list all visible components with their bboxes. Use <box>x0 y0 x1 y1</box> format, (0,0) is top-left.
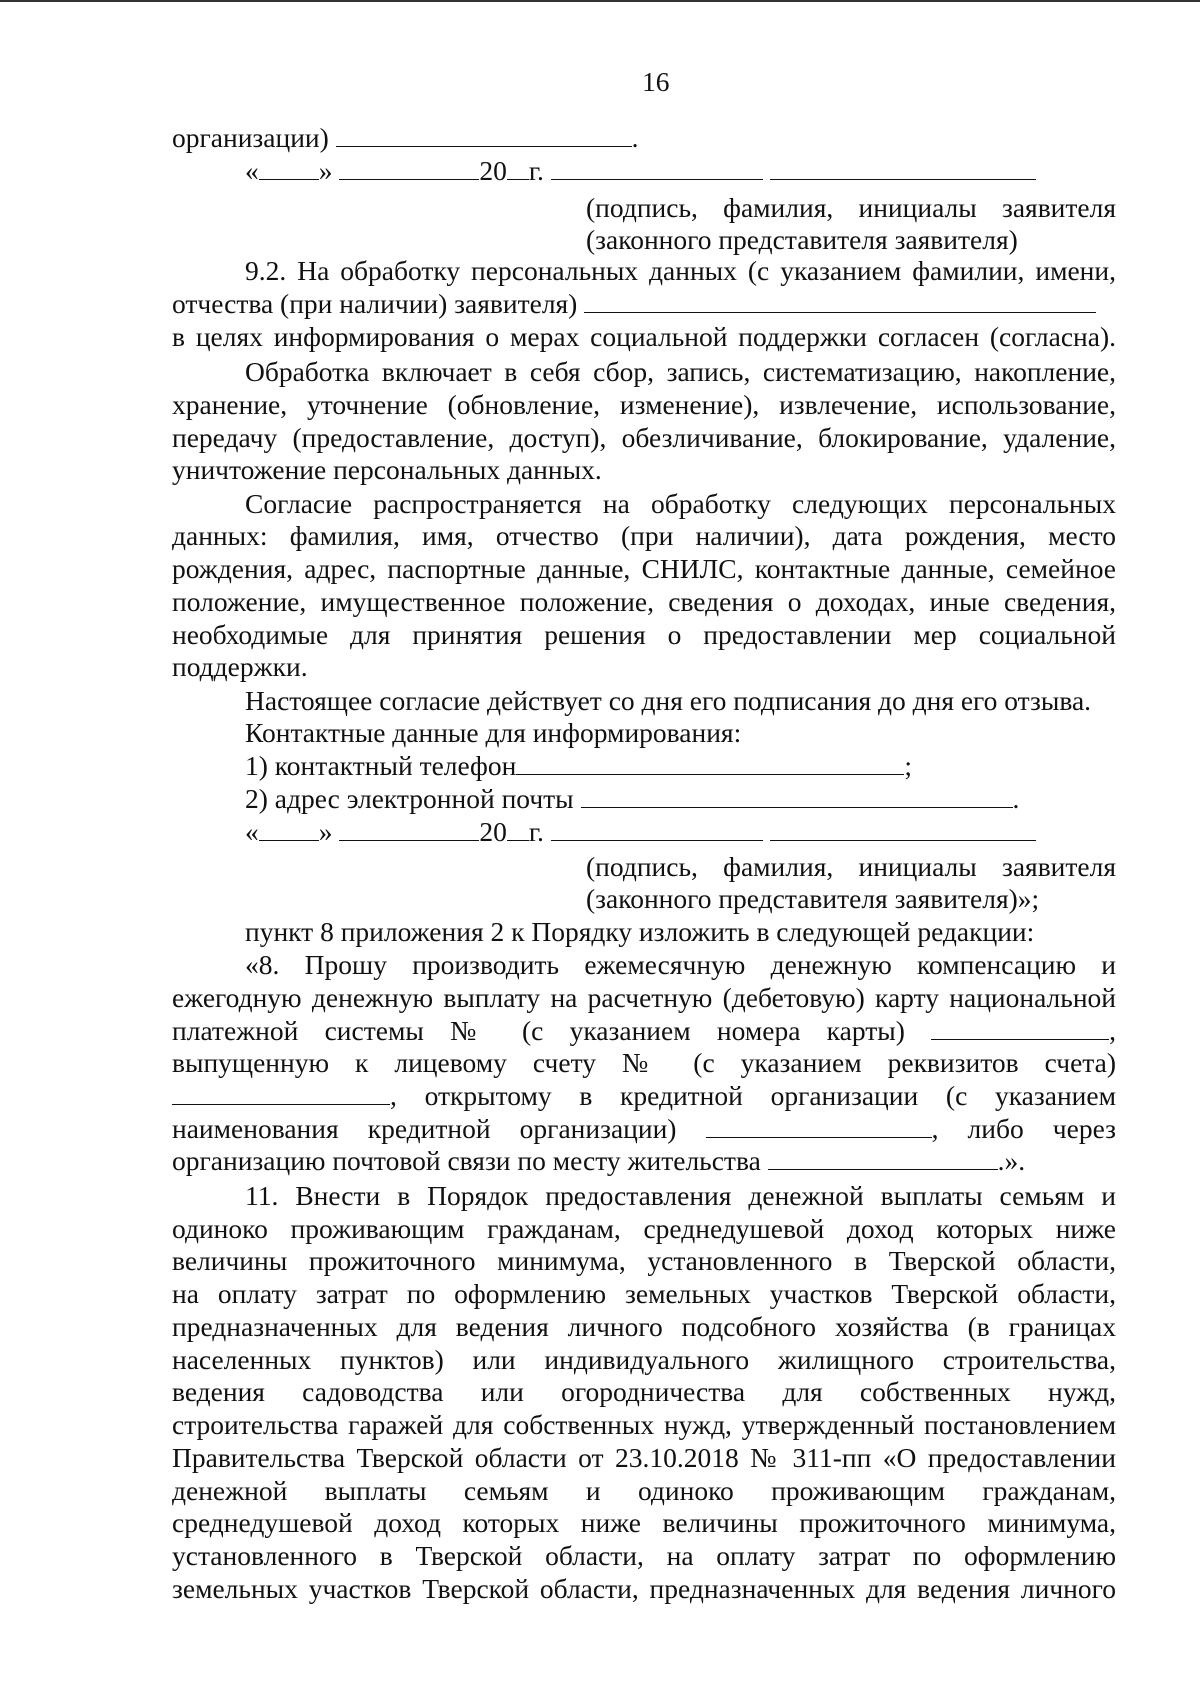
month-blank[interactable] <box>339 155 479 180</box>
email-blank[interactable] <box>581 783 1013 808</box>
day-blank[interactable] <box>259 155 319 180</box>
processing-line-3: передачу (предоставление, доступ), обезличивание, блокирование, удаление, <box>172 422 1116 453</box>
p11-line-2: одиноко проживающим гражданам, среднедушевой доход которых ниже <box>172 1213 1116 1244</box>
bank-name-blank[interactable] <box>706 1113 932 1138</box>
contacts-title: Контактные данные для информирования: <box>245 717 742 748</box>
year-suffix: г. <box>528 155 544 186</box>
date-line-2 <box>245 816 1036 848</box>
p11-line-12: установленного в Тверской области, на оплату затрат по оформлению <box>172 1540 1116 1571</box>
processing-line-4: уничтожение персональных данных. <box>172 454 602 485</box>
p11-line-6: населенных пунктов) или индивидуального жилищного строительства, <box>172 1344 1116 1375</box>
email-end: . <box>1012 783 1020 814</box>
email-line <box>245 783 1019 815</box>
page-number: 16 <box>642 66 670 97</box>
consent-line-4: положение, имущественное положение, сведения о доходах, иные сведения, <box>172 586 1116 617</box>
year-suffix: г. <box>528 816 544 847</box>
point8-line-2: ежегодную денежную выплату на расчетную (дебетовую) карту национальной <box>172 982 1116 1013</box>
signature-caption-1: (подпись, фамилия, инициалы заявителя <box>586 192 1116 223</box>
month-blank[interactable] <box>339 816 479 841</box>
signature-caption-4: (законного представителя заявителя)»; <box>586 883 1040 914</box>
signature-blank[interactable] <box>551 155 763 180</box>
year-blank[interactable] <box>507 816 529 841</box>
account-details-blank[interactable] <box>172 1080 390 1105</box>
date-line-1 <box>245 155 1036 187</box>
signature-caption-3: (подпись, фамилия, инициалы заявителя <box>586 851 1116 882</box>
processing-line-1: Обработка включает в себя сбор, запись, систематизацию, накопление, <box>245 356 1116 387</box>
year-prefix: 20 <box>479 155 507 186</box>
consent-line-5: необходимые для принятия решения о предоставлении мер социальной <box>172 619 1116 650</box>
p11-line-11: среднедушевой доход которых ниже величины прожиточного минимума, <box>172 1507 1116 1538</box>
organization-label: организации) <box>172 122 329 153</box>
card-number-blank[interactable] <box>931 1015 1109 1040</box>
p92-label: отчества (при наличии) заявителя) <box>172 288 578 319</box>
phone-line <box>245 750 912 782</box>
consent-line-2: данных: фамилия, имя, отчество (при наличии), дата рождения, место <box>172 520 1116 551</box>
date-quote-open: « <box>245 816 259 847</box>
post-office-label: организацию почтовой связи по месту жительства <box>172 1145 761 1176</box>
p11-line-5: предназначенных для ведения личного подсобного хозяйства (в границах <box>172 1311 1116 1342</box>
p11-line-3: величины прожиточного минимума, установленного в Тверской области, <box>172 1245 1116 1276</box>
phone-blank[interactable] <box>516 750 904 775</box>
p11-line-8: строительства гаражей для собственных нужд, утвержденный постановлением <box>172 1409 1116 1440</box>
p11-line-7: ведения садоводства или огородничества для собственных нужд, <box>172 1376 1116 1407</box>
organization-blank[interactable] <box>336 122 632 147</box>
point8-line-6 <box>172 1113 1116 1145</box>
card-number-end: , <box>1109 1015 1116 1046</box>
p92-line-1: 9.2. На обработку персональных данных (с указанием фамилии, имени, <box>245 255 1116 286</box>
date-quote-open: « <box>245 155 259 186</box>
validity-line: Настоящее согласие действует со дня его подписания до дня его отзыва. <box>245 685 1092 716</box>
date-quote-close: » <box>318 155 333 186</box>
p92-line-3: в целях информирования о мерах социальной поддержки согласен (согласна). <box>172 321 1116 352</box>
point8-line-1: «8. Прошу производить ежемесячную денежную компенсацию и <box>245 949 1116 980</box>
name-blank[interactable] <box>770 155 1036 180</box>
signature-blank[interactable] <box>551 816 763 841</box>
phone-end: ; <box>904 750 912 781</box>
p11-line-4: на оплату затрат по оформлению земельных участков Тверской области, <box>172 1278 1116 1309</box>
form-line-organization <box>172 122 639 154</box>
point8-line-5 <box>172 1080 1116 1112</box>
year-prefix: 20 <box>479 816 507 847</box>
year-blank[interactable] <box>507 155 529 180</box>
point8-line-4: выпущенную к лицевому счету № (с указанием реквизитов счета) <box>172 1047 1116 1078</box>
bank-name-label: наименования кредитной организации) <box>172 1113 677 1144</box>
date-quote-close: » <box>318 816 333 847</box>
signature-caption-2: (законного представителя заявителя) <box>586 224 1018 255</box>
p11-line-10: денежной выплаты семьям и одиноко проживающим гражданам, <box>172 1475 1116 1506</box>
email-label: 2) адрес электронной почты <box>245 783 574 814</box>
p11-line-13: земельных участков Тверской области, предназначенных для ведения личного <box>172 1573 1116 1604</box>
post-office-end: .». <box>997 1145 1026 1176</box>
processing-line-2: хранение, уточнение (обновление, изменение), извлечение, использование, <box>172 389 1116 420</box>
point8-intro: пункт 8 приложения 2 к Порядку изложить в следующей редакции: <box>245 916 1035 947</box>
post-office-blank[interactable] <box>768 1145 998 1170</box>
card-number-label: платежной системы № (с указанием номера карты) <box>172 1015 905 1046</box>
point8-line-7 <box>172 1145 1025 1177</box>
bank-name-end: , либо через <box>931 1113 1116 1144</box>
consent-line-6: поддержки. <box>172 651 308 682</box>
phone-label: 1) контактный телефон <box>245 750 517 781</box>
p92-line-2 <box>172 288 1096 320</box>
applicant-name-blank[interactable] <box>584 288 1096 313</box>
p11-line-9: Правительства Тверской области от 23.10.2018 № 311-пп «О предоставлении <box>172 1442 1116 1473</box>
p11-line-1: 11. Внести в Порядок предоставления денежной выплаты семьям и <box>245 1180 1116 1211</box>
organization-end: . <box>631 122 639 153</box>
scan-top-edge <box>0 0 1200 2</box>
account-details-end: , открытому в кредитной организации (с указанием <box>390 1080 1116 1111</box>
name-blank[interactable] <box>770 816 1036 841</box>
day-blank[interactable] <box>259 816 319 841</box>
point8-line-3 <box>172 1015 1116 1047</box>
consent-line-1: Согласие распространяется на обработку следующих персональных <box>245 488 1116 519</box>
consent-line-3: рождения, адрес, паспортные данные, СНИЛС, контактные данные, семейное <box>172 553 1116 584</box>
